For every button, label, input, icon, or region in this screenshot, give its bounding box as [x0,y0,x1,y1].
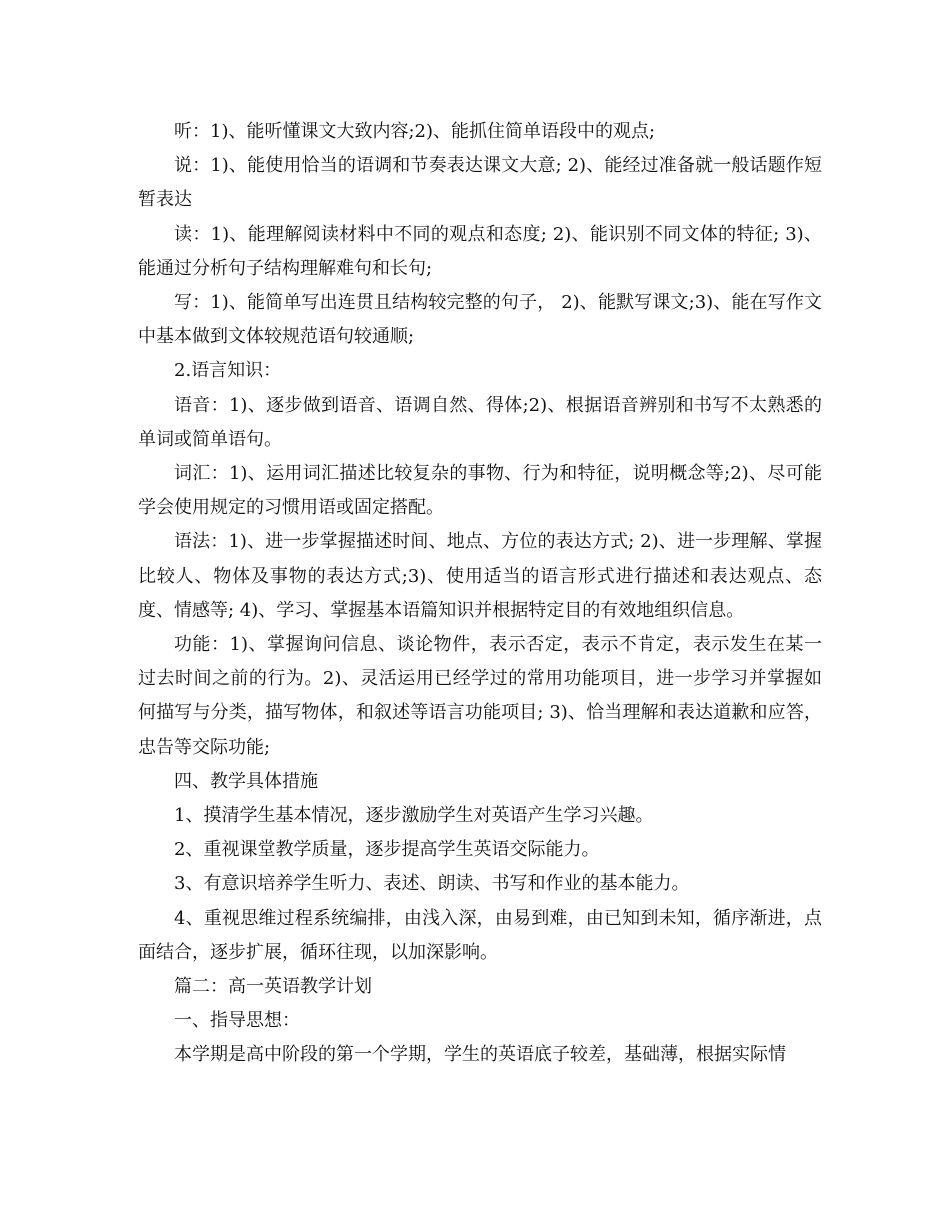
paragraph-semester-intro: 本学期是高中阶段的第一个学期，学生的英语底子较差，基础薄，根据实际情 [174,1044,786,1066]
paragraph-writing: 写：1)、能简单写出连贯且结构较完整的句子， 2)、能默写课文;3)、能在写作文中基本做到文体较规范语句较通顺; [138,292,822,348]
document-body [138,115,822,1073]
paragraph-reading: 读：1)、能理解阅读材料中不同的观点和态度; 2)、能识别不同文体的特征; 3)、能通过分析句子结构理解难句和长句; [138,223,822,279]
paragraph-grammar: 语法：1)、进一步掌握描述时间、地点、方位的表达方式; 2)、进一步理解、掌握比较人、物体及事物的表达方式;3)、使用适当的语言形式进行描述和表达观点、态度、情感等; 4)、学习、掌握基本语篇知识并根据特定目的有效地组织信息。 [138,531,822,621]
paragraph-speaking: 说：1)、能使用恰当的语调和节奏表达课文大意; 2)、能经过准备就一般话题作短暂表达 [138,155,822,211]
list-item-measure-4: 4、重视思维过程系统编排，由浅入深，由易到难，由已知到未知，循序渐进，点面结合，逐步扩展，循环往现，以加深影响。 [138,907,822,963]
heading-guiding-ideology: 一、指导思想： [174,1010,300,1032]
paragraph-phonetics: 语音：1)、逐步做到语音、语调自然、得体;2)、根据语音辨别和书写不太熟悉的单词或简单语句。 [138,394,822,450]
paragraph-vocabulary: 词汇：1)、运用词汇描述比较复杂的事物、行为和特征，说明概念等;2)、尽可能学会使用规定的习惯用语或固定搭配。 [138,463,822,519]
list-item-measure-3: 3、有意识培养学生听力、表述、朗读、书写和作业的基本能力。 [174,873,690,895]
heading-part-two: 篇二：高一英语教学计划 [174,976,372,998]
list-item-measure-1: 1、摸清学生基本情况，逐步激励学生对英语产生学习兴趣。 [174,805,654,827]
list-item-measure-2: 2、重视课堂教学质量，逐步提高学生英语交际能力。 [174,839,600,861]
paragraph-listening: 听：1)、能听懂课文大致内容;2)、能抓住简单语段中的观点; [174,121,656,142]
heading-teaching-measures: 四、教学具体措施 [174,770,318,792]
paragraph-functions: 功能：1)、掌握询问信息、谈论物件，表示否定，表示不肯定，表示发生在某一过去时间之前的行为。2)、灵活运用已经学过的常用功能项目，进一步学习并掌握如何描写与分类，描写物体，和叙述等语言功能项目; 3)、恰当理解和表达道歉和应答，忠告等交际功能; [138,634,822,758]
heading-language-knowledge: 2.语言知识： [174,360,282,382]
